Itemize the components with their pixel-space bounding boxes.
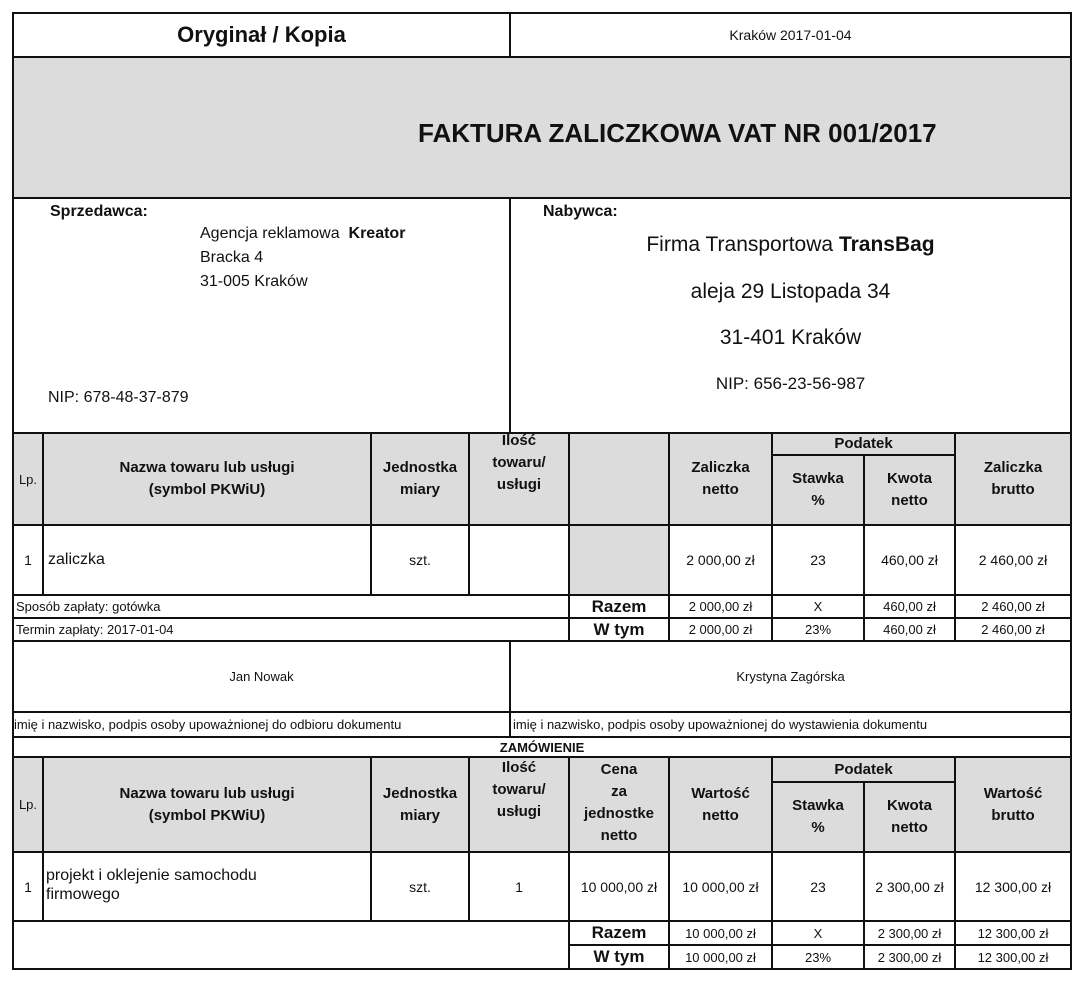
order-gross-header [956, 758, 1070, 851]
order-price-header [570, 759, 668, 847]
t1-row-rate: 23 [810, 552, 826, 568]
order-title [12, 736, 1072, 758]
seller-city: 31-005 Kraków [200, 273, 308, 290]
original-copy-cell [12, 12, 511, 58]
order-unit-header [372, 758, 468, 851]
order-row-gross: 12 300,00 zł [974, 878, 1052, 895]
t1-gross-header-l1: Zaliczka [983, 459, 1043, 476]
order-qty-header-l3: usługi [496, 803, 542, 820]
t1-of-which-label: W tym [593, 619, 645, 639]
order-name-header-l1: Nazwa towaru lub usługi [119, 784, 295, 802]
t1-name-header-l2: (symbol PKWiU) [148, 481, 266, 498]
order-total-label: Razem [591, 923, 647, 942]
t1-unit-header [372, 434, 468, 524]
buyer-city: 31-401 Kraków [719, 326, 862, 349]
t1-row-net: 2 000,00 zł [686, 552, 755, 568]
t1-qty-header-l1: Ilość [501, 432, 537, 449]
seller-street: Bracka 4 [200, 249, 264, 266]
order-amount-header-l1: Kwota [887, 797, 932, 814]
order-row-tax: 2 300,00 zł [875, 878, 944, 895]
buyer-name-prefix: Firma Transportowa [646, 233, 834, 256]
t1-name-header-l1: Nazwa towaru lub usługi [119, 459, 295, 476]
order-row-lp: 1 [24, 878, 32, 895]
order-qty-header-l1: Ilość [501, 759, 537, 776]
t1-tax-group-header: Podatek [834, 435, 893, 452]
table1-blank-column-bg [570, 524, 668, 594]
order-net-header [670, 758, 771, 851]
t1-row-unit: szt. [409, 552, 431, 568]
t1-qty-header-l3: usługi [496, 476, 542, 493]
t1-row-name: zaliczka [48, 551, 105, 568]
place-date: Kraków 2017-01-04 [729, 27, 852, 43]
order-of-which-label: W tym [593, 947, 645, 966]
order-row-qty: 1 [515, 878, 523, 895]
issuer-name: Krystyna Zagórska [736, 669, 845, 684]
t1-total-gross: 2 460,00 zł [981, 599, 1045, 614]
t1-rate-header-l2: % [811, 492, 825, 509]
order-row-price: 10 000,00 zł [580, 878, 658, 895]
place-date-cell [509, 12, 1072, 58]
order-lp-header: Lp. [18, 797, 38, 812]
t1-amount-header [865, 456, 954, 524]
order-gross-header-l1: Wartość [983, 784, 1043, 802]
order-price-header-l2: za [611, 783, 627, 800]
order-of-which-gross: 12 300,00 zł [977, 949, 1049, 965]
buyer-street: aleja 29 Listopada 34 [690, 280, 891, 303]
payment-due: Termin zapłaty: 2017-01-04 [16, 622, 174, 637]
t1-name-header [44, 434, 370, 524]
t1-net-header-l2: netto [702, 481, 739, 498]
order-price-header-l1: Cena [600, 761, 638, 778]
order-row-unit: szt. [409, 878, 431, 895]
t1-total-rate: X [813, 599, 823, 614]
issuer-caption: imię i nazwisko, podpis osoby upoważnionej do wystawienia dokumentu [513, 717, 928, 732]
t1-lp-header: Lp. [18, 471, 38, 487]
t1-total-net: 2 000,00 zł [688, 599, 753, 614]
order-name-header [44, 758, 370, 851]
order-of-which-tax: 2 300,00 zł [877, 949, 942, 965]
order-name-header-l2: (symbol PKWiU) [148, 806, 266, 824]
t1-amount-header-l1: Kwota [887, 470, 932, 487]
title-banner [12, 56, 1072, 199]
t1-gross-header-l2: brutto [991, 481, 1035, 498]
order-unit-header-l2: miary [399, 806, 441, 824]
order-amount-header-l2: netto [891, 819, 928, 836]
seller-block [12, 197, 511, 434]
invoice-title: FAKTURA ZALICZKOWA VAT NR 001/2017 [418, 118, 937, 148]
t1-amount-header-l2: netto [891, 492, 928, 509]
order-qty-header-l2: towaru/ [492, 781, 546, 798]
order-price-header-l4: netto [600, 827, 638, 844]
t1-qty-header [470, 430, 568, 496]
buyer-name [511, 233, 1070, 257]
t1-net-header [670, 434, 771, 524]
t1-row-qty [470, 526, 568, 594]
t1-row-tax: 460,00 zł [881, 552, 938, 568]
order-of-which-net: 10 000,00 zł [685, 949, 756, 965]
order-unit-header-l1: Jednostka [382, 784, 458, 802]
payment-method: Sposób zapłaty: gotówka [16, 599, 161, 614]
order-row-rate: 23 [810, 878, 826, 895]
seller-name-bold: Kreator [348, 225, 406, 242]
order-total-net: 10 000,00 zł [685, 925, 756, 941]
t1-of-which-rate: 23% [804, 622, 832, 637]
order-row-name [46, 866, 368, 904]
buyer-name-bold: TransBag [838, 233, 935, 256]
t1-row-gross: 2 460,00 zł [978, 552, 1048, 568]
order-total-tax: 2 300,00 zł [877, 925, 942, 941]
buyer-label: Nabywca: [543, 203, 618, 220]
order-of-which-rate: 23% [804, 949, 832, 965]
t1-of-which-tax: 460,00 zł [883, 622, 936, 637]
original-copy-label: Oryginał / Kopia [177, 22, 346, 47]
t1-qty-header-l2: towaru/ [492, 454, 546, 471]
t1-gross-header [956, 434, 1070, 524]
order-gross-header-l2: brutto [991, 806, 1035, 824]
t1-of-which-net: 2 000,00 zł [688, 622, 753, 637]
t1-total-label: Razem [591, 596, 647, 616]
buyer-block [509, 197, 1072, 434]
t1-of-which-gross: 2 460,00 zł [981, 622, 1045, 637]
t1-row-lp: 1 [24, 552, 32, 568]
seller-label: Sprzedawca: [50, 203, 148, 220]
order-rate-header [773, 783, 863, 851]
t1-rate-header-l1: Stawka [792, 470, 844, 487]
seller-name-prefix: Agencja reklamowa [200, 225, 340, 242]
t1-total-tax: 460,00 zł [883, 599, 936, 614]
receiver-name: Jan Nowak [229, 669, 294, 684]
t1-unit-header-l2: miary [399, 481, 441, 498]
order-row-net: 10 000,00 zł [682, 878, 759, 895]
seller-nip: NIP: 678-48-37-879 [48, 389, 189, 406]
order-row-name-l1: projekt i oklejenie samochodu [46, 867, 257, 884]
order-amount-header [865, 783, 954, 851]
seller-name [200, 225, 405, 243]
order-title-text: ZAMÓWIENIE [499, 739, 585, 755]
order-rate-header-l2: % [811, 819, 825, 836]
order-total-rate: X [813, 925, 823, 941]
t1-unit-header-l1: Jednostka [382, 459, 458, 476]
buyer-nip: NIP: 656-23-56-987 [715, 374, 866, 393]
order-net-header-l2: netto [702, 806, 739, 824]
order-rate-header-l1: Stawka [792, 797, 844, 814]
order-row-name-l2: firmowego [46, 886, 120, 903]
order-tax-group-header: Podatek [834, 760, 893, 778]
order-price-header-l3: jednostke [583, 805, 655, 822]
receiver-caption: imię i nazwisko, podpis osoby upoważnionej do odbioru dokumentu [14, 717, 402, 732]
order-net-header-l1: Wartość [691, 784, 750, 802]
order-qty-header [470, 757, 568, 823]
t1-rate-header [773, 456, 863, 524]
t1-net-header-l1: Zaliczka [691, 459, 750, 476]
order-total-gross: 12 300,00 zł [977, 925, 1049, 941]
